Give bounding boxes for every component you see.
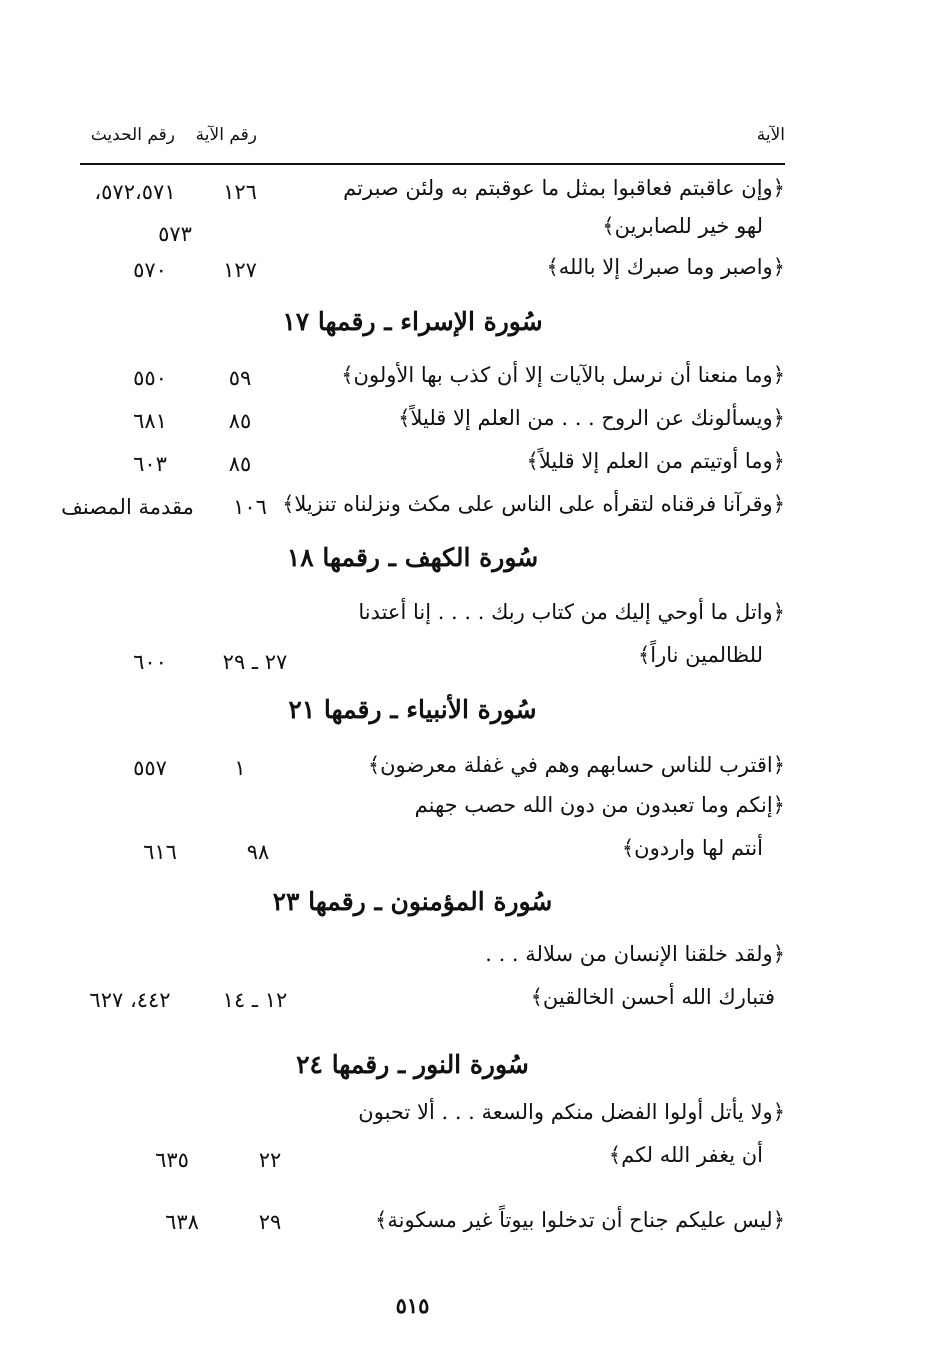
verse-line: ﴿وقرآنا فرقناه لتقرأه على الناس على مكث ونزلناه تنزيلا﴾ bbox=[282, 492, 785, 516]
ayah-number: ١٠٦ bbox=[233, 495, 267, 519]
verse-line: أن يغفر الله لكم﴾ bbox=[608, 1143, 763, 1167]
hadith-number: ٦٠٣ bbox=[133, 452, 167, 476]
ayah-number: ٨٥ bbox=[228, 452, 252, 476]
hadith-number: ٥٧٣ bbox=[158, 222, 192, 246]
hadith-number: ٦٣٨ bbox=[165, 1210, 199, 1234]
hadith-number: مقدمة المصنف bbox=[61, 495, 194, 519]
hadith-number: ٥٥٧ bbox=[133, 756, 167, 780]
header-rule bbox=[80, 163, 785, 165]
verse-line: ﴿وإن عاقبتم فعاقبوا بمثل ما عوقبتم به ولئن صبرتم bbox=[343, 176, 785, 200]
hadith-number: ٦٣٥ bbox=[155, 1148, 189, 1172]
hadith-number: ٥٥٠ bbox=[133, 366, 167, 390]
surah-title: سُورة المؤمنون ـ رقمها ٢٣ bbox=[272, 887, 553, 916]
hadith-number: ٥٧٠ bbox=[133, 258, 167, 282]
verse-line: ﴿ويسألونك عن الروح . . . من العلم إلا قليلاً﴾ bbox=[398, 406, 785, 430]
surah-title: سُورة الكهف ـ رقمها ١٨ bbox=[286, 543, 539, 572]
hadith-number: ٦٠٠ bbox=[133, 650, 167, 674]
header-hadith-number: رقم الحديث bbox=[90, 125, 175, 145]
verse-line: ﴿ولا يأتل أولوا الفضل منكم والسعة . . . ألا تحبون bbox=[358, 1100, 785, 1124]
ayah-number: ٥٩ bbox=[228, 366, 252, 390]
surah-title: سُورة الإسراء ـ رقمها ١٧ bbox=[282, 307, 543, 336]
verse-line: ﴿إنكم وما تعبدون من دون الله حصب جهنم bbox=[414, 793, 785, 817]
ayah-number: ١٢٦ bbox=[223, 180, 257, 204]
ayah-number: ٢٧ ـ ٢٩ bbox=[222, 650, 288, 674]
ayah-number: ١ bbox=[234, 756, 246, 780]
page-number: ٥١٥ bbox=[395, 1293, 430, 1318]
verse-line: ﴿وما أوتيتم من العلم إلا قليلاً﴾ bbox=[526, 449, 785, 473]
ayah-number: ٢٢ bbox=[258, 1148, 282, 1172]
verse-line: لهو خير للصابرين﴾ bbox=[602, 214, 763, 238]
ayah-number: ١٢ ـ ١٤ bbox=[222, 988, 288, 1012]
surah-title: سُورة النور ـ رقمها ٢٤ bbox=[296, 1050, 529, 1079]
verse-line: فتبارك الله أحسن الخالقين﴾ bbox=[530, 985, 775, 1009]
verse-line: ﴿واتل ما أوحي إليك من كتاب ربك . . . . إنا أعتدنا bbox=[358, 600, 785, 624]
ayah-number: ١٢٧ bbox=[223, 258, 257, 282]
hadith-number: ٦٨١ bbox=[133, 409, 167, 433]
ayah-number: ٩٨ bbox=[246, 840, 270, 864]
verse-line: ﴿واصبر وما صبرك إلا بالله﴾ bbox=[546, 255, 785, 279]
header-ayah: الآية bbox=[756, 125, 785, 145]
surah-title: سُورة الأنبياء ـ رقمها ٢١ bbox=[288, 695, 537, 724]
ayah-number: ٨٥ bbox=[228, 409, 252, 433]
ayah-number: ٢٩ bbox=[258, 1210, 282, 1234]
verse-line: ﴿اقترب للناس حسابهم وهم في غفلة معرضون﴾ bbox=[367, 753, 785, 777]
verse-line: أنتم لها واردون﴾ bbox=[621, 836, 763, 860]
hadith-number: ٤٤٢، ٦٢٧ bbox=[89, 988, 171, 1012]
hadith-number: ٦١٦ bbox=[143, 840, 177, 864]
index-page bbox=[40, 0, 785, 1371]
header-ayah-number: رقم الآية bbox=[195, 125, 257, 145]
verse-line: ﴿وما منعنا أن نرسل بالآيات إلا أن كذب بها الأولون﴾ bbox=[341, 363, 785, 387]
verse-line: ﴿ولقد خلقنا الإنسان من سلالة . . . bbox=[485, 942, 785, 966]
verse-line: ﴿ليس عليكم جناح أن تدخلوا بيوتاً غير مسكونة﴾ bbox=[375, 1208, 785, 1232]
verse-line: للظالمين ناراً﴾ bbox=[637, 643, 763, 667]
hadith-number: ٥٧٢،٥٧١، bbox=[94, 180, 176, 204]
